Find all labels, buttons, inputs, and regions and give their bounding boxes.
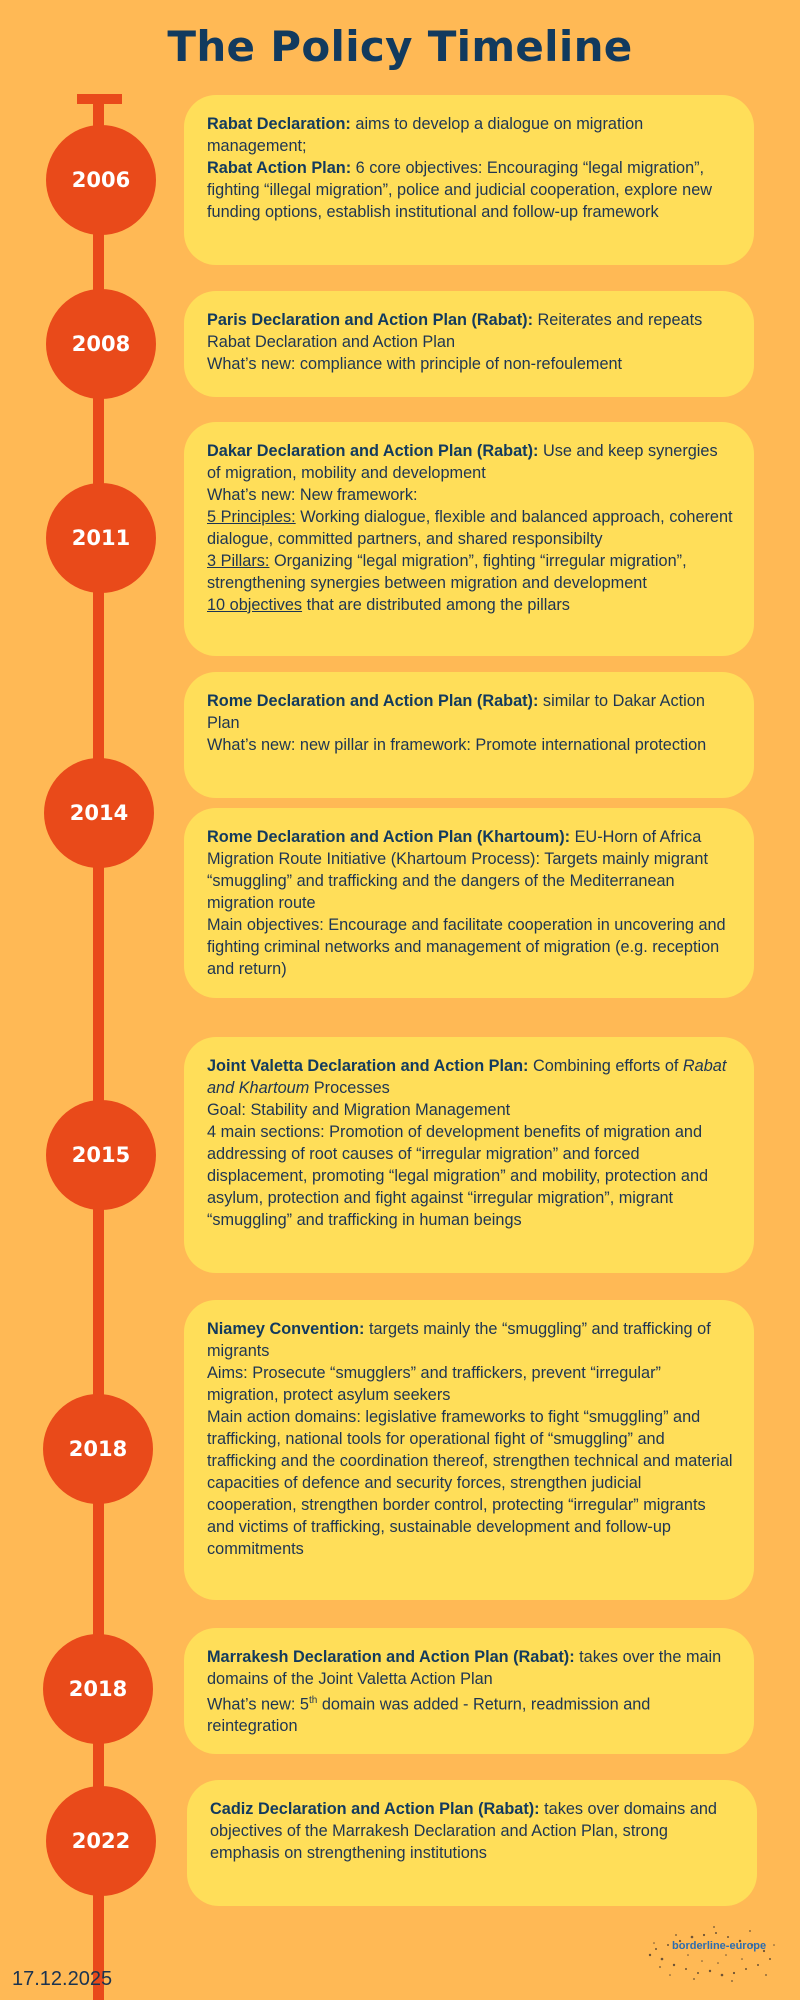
- card-paragraph: 5 Principles: Working dialogue, flexible and balanced approach, coherent dialogue, committed partners, and shared responsibilty: [207, 508, 733, 548]
- timeline-cap: [77, 94, 122, 104]
- card-paragraph: Niamey Convention: targets mainly the “smuggling” and trafficking of migrants: [207, 1320, 711, 1360]
- card-paragraph: Joint Valetta Declaration and Action Plan: Combining efforts of Rabat and Khartoum Processes: [207, 1057, 727, 1097]
- card-paragraph: Rabat Action Plan: 6 core objectives: Encouraging “legal migration”, fighting “illegal migration”, police and judicial cooperation, explore new funding options, establish institutional and follow-up framework: [207, 159, 713, 221]
- event-card-2008: [184, 291, 754, 397]
- card-paragraph: 4 main sections: Promotion of development benefits of migration and addressing of root causes of “irregular migration” and forced displacement, promoting “legal migration” and mobility, protection and asylum, protection and fight against “irregular migration”, migrant “smuggling” and trafficking in human beings: [207, 1123, 709, 1229]
- card-paragraph: Goal: Stability and Migration Management: [207, 1101, 511, 1119]
- card-paragraph: What’s new: new pillar in framework: Promote international protection: [207, 736, 707, 754]
- date-stamp: 17.12.2025: [12, 1968, 113, 1990]
- card-paragraph: Rome Declaration and Action Plan (Khartoum): EU-Horn of Africa Migration Route Initiative (Khartoum Process): Targets mainly migrant “smuggling” and trafficking and the dangers of the Mediterranean migration route: [207, 828, 708, 912]
- event-card-2011: [184, 422, 754, 656]
- year-badge-2006: 2006: [46, 125, 156, 235]
- event-card-2014-rabat: [184, 672, 754, 798]
- year-badge-2014: 2014: [44, 758, 154, 868]
- borderline-europe-logo-icon: [630, 1915, 780, 1990]
- card-paragraph: 3 Pillars: Organizing “legal migration”, fighting “irregular migration”, strengthening synergies between migration and development: [207, 552, 687, 592]
- card-paragraph: 10 objectives that are distributed among the pillars: [207, 596, 570, 614]
- year-badge-2008: 2008: [46, 289, 156, 399]
- card-paragraph: Rome Declaration and Action Plan (Rabat): similar to Dakar Action Plan: [207, 692, 705, 732]
- card-paragraph: Aims: Prosecute “smugglers” and traffickers, prevent “irregular” migration, protect asylum seekers: [207, 1364, 661, 1404]
- event-card-2022: [187, 1780, 757, 1906]
- year-badge-2018-niamey: 2018: [43, 1394, 153, 1504]
- year-badge-2018-marrakesh: 2018: [43, 1634, 153, 1744]
- year-badge-2011: 2011: [46, 483, 156, 593]
- card-paragraph: Main objectives: Encourage and facilitate cooperation in uncovering and fighting criminal networks and management of migration (e.g. reception and return): [207, 916, 726, 978]
- event-card-2015: [184, 1037, 754, 1273]
- card-paragraph: Dakar Declaration and Action Plan (Rabat): Use and keep synergies of migration, mobility and development: [207, 442, 718, 482]
- card-paragraph: Rabat Declaration: aims to develop a dialogue on migration management;: [207, 115, 644, 155]
- event-card-2018-niamey: [184, 1300, 754, 1600]
- event-card-2014-khartoum: [184, 808, 754, 998]
- card-paragraph: Marrakesh Declaration and Action Plan (Rabat): takes over the main domains of the Joint Valetta Action Plan: [207, 1648, 722, 1688]
- logo-text: borderline-europe: [672, 1940, 767, 1952]
- event-card-2006: [184, 95, 754, 265]
- card-paragraph: Paris Declaration and Action Plan (Rabat): Reiterates and repeats Rabat Declaration and Action Plan: [207, 311, 703, 351]
- page-title: The Policy Timeline: [167, 22, 633, 71]
- year-badge-2022: 2022: [46, 1786, 156, 1896]
- card-paragraph: Cadiz Declaration and Action Plan (Rabat): takes over domains and objectives of the Marrakesh Declaration and Action Plan, strong emphasis on strengthening institutions: [210, 1800, 717, 1862]
- year-badge-2015: 2015: [46, 1100, 156, 1210]
- card-paragraph: What’s new: compliance with principle of non-refoulement: [207, 355, 623, 373]
- card-paragraph: What’s new: 5th domain was added - Return, readmission and reintegration: [207, 1695, 651, 1736]
- card-paragraph: Main action domains: legislative frameworks to fight “smuggling” and trafficking, national tools for operational fight of “smuggling” and trafficking and the coordination thereof, strengthen technical and material capacities of defence and security forces, strengthen judicial cooperation, strengthen border control, protecting “irregular” migrants and victims of trafficking, sustainable development and follow-up commitments: [207, 1408, 733, 1558]
- event-card-2018-marrakesh: [184, 1628, 754, 1754]
- card-paragraph: What’s new: New framework:: [207, 486, 418, 504]
